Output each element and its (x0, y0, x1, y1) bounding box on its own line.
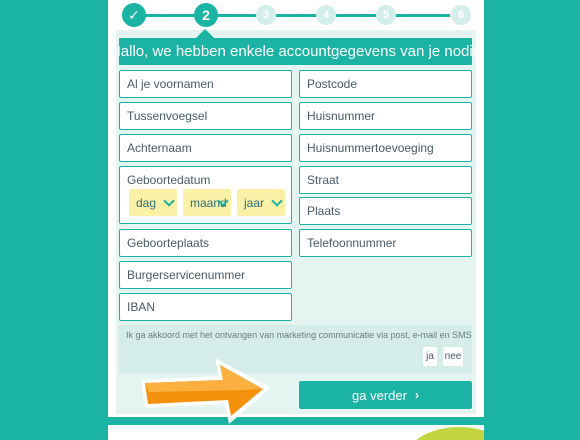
next-button-label: ga verder (352, 387, 407, 403)
chevron-right-icon: › (414, 388, 419, 402)
iban-field[interactable]: IBAN (119, 293, 292, 321)
orange-arrow-icon (135, 350, 275, 430)
month-select-value: maand (190, 195, 227, 210)
step-1-check-icon[interactable]: ✓ (122, 3, 146, 27)
step-connector (276, 14, 318, 17)
step-connector (394, 14, 450, 17)
progress-stepper (0, 0, 580, 32)
birthdate-selects (129, 189, 285, 216)
first-names-field[interactable]: Al je voornamen (119, 70, 292, 98)
consent-yes-button[interactable]: ja (423, 347, 437, 366)
city-field[interactable]: Plaats (299, 197, 472, 225)
step-connector (144, 14, 194, 17)
step-pointer-icon (196, 29, 214, 38)
chevron-down-icon (271, 195, 282, 206)
bsn-field[interactable]: Burgerservicenummer (119, 261, 292, 289)
house-number-addition-field[interactable]: Huisnummertoevoeging (299, 134, 472, 162)
step-connector (336, 14, 376, 17)
day-select-value: dag (136, 195, 157, 210)
month-select[interactable] (183, 189, 231, 216)
step-3: 3 (256, 5, 276, 25)
last-name-field[interactable]: Achternaam (119, 134, 292, 162)
chevron-down-icon (163, 195, 174, 206)
birthdate-label: Geboortedatum (127, 173, 211, 187)
step-5: 5 (376, 5, 396, 25)
birthplace-field[interactable]: Geboorteplaats (119, 229, 292, 257)
step-6: 6 (451, 5, 471, 25)
next-button[interactable] (299, 381, 472, 409)
year-select[interactable] (237, 189, 285, 216)
postcode-field[interactable]: Postcode (299, 70, 472, 98)
consent-no-button[interactable]: nee (443, 347, 463, 366)
step-2: 2 (194, 3, 218, 27)
step-connector (218, 14, 258, 17)
year-select-value: jaar (244, 195, 265, 210)
consent-text: Ik ga akkoord met het ontvangen van marketing communicatie via post, e-mail en SMS (126, 330, 472, 340)
day-select[interactable] (129, 189, 177, 216)
form-title: Hallo, we hebben enkele accountgegevens van je nodig (119, 38, 472, 65)
step-4: 4 (316, 5, 336, 25)
prefix-field[interactable]: Tussenvoegsel (119, 102, 292, 130)
decorative-blob (404, 427, 484, 440)
street-field[interactable]: Straat (299, 166, 472, 194)
house-number-field[interactable]: Huisnummer (299, 102, 472, 130)
phone-field[interactable]: Telefoonnummer (299, 229, 472, 257)
